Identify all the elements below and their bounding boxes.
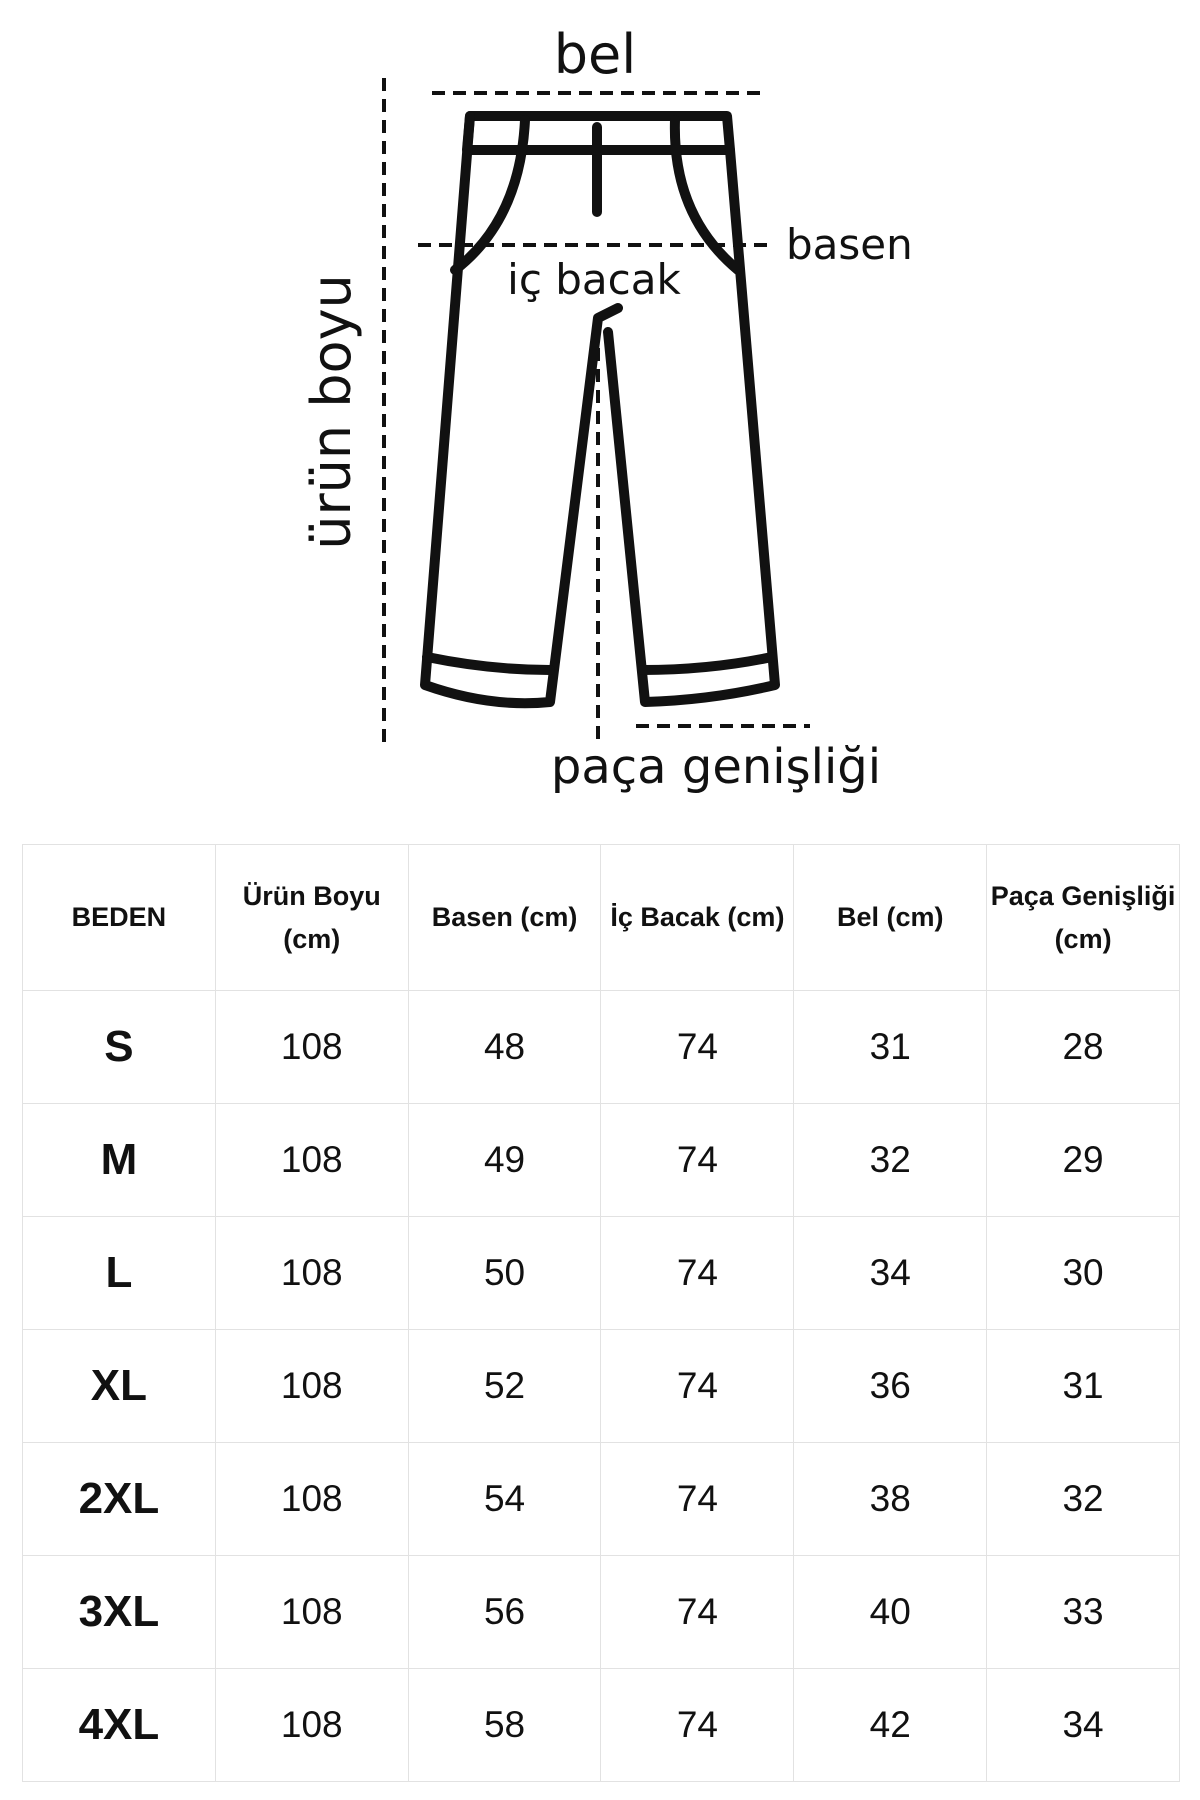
cell-hip: 56 xyxy=(408,1556,601,1669)
cell-hip: 58 xyxy=(408,1669,601,1782)
table-row xyxy=(23,1104,1180,1217)
table-row xyxy=(23,1443,1180,1556)
cell-hem-width: 28 xyxy=(987,991,1180,1104)
label-inseam: iç bacak xyxy=(507,255,681,304)
cell-inseam: 74 xyxy=(601,1556,794,1669)
header-size: BEDEN xyxy=(23,845,216,991)
label-waist: bel xyxy=(553,23,637,86)
header-hip: Basen (cm) xyxy=(408,845,601,991)
size-chart-table xyxy=(22,844,1180,1782)
table-row xyxy=(23,1217,1180,1330)
header-length: Ürün Boyu (cm) xyxy=(215,845,408,991)
cell-hip: 50 xyxy=(408,1217,601,1330)
cell-hem-width: 34 xyxy=(987,1669,1180,1782)
cell-length: 108 xyxy=(215,1443,408,1556)
cell-hem-width: 32 xyxy=(987,1443,1180,1556)
cell-waist: 38 xyxy=(794,1443,987,1556)
table-row xyxy=(23,1669,1180,1782)
header-inseam: İç Bacak (cm) xyxy=(601,845,794,991)
pants-illustration xyxy=(425,116,775,703)
cell-size: M xyxy=(23,1104,216,1217)
table-header-row xyxy=(23,845,1180,991)
cell-size: L xyxy=(23,1217,216,1330)
cell-size: S xyxy=(23,991,216,1104)
cell-waist: 32 xyxy=(794,1104,987,1217)
cell-hip: 54 xyxy=(408,1443,601,1556)
cell-hem-width: 29 xyxy=(987,1104,1180,1217)
cell-hem-width: 33 xyxy=(987,1556,1180,1669)
cell-length: 108 xyxy=(215,1669,408,1782)
cell-waist: 40 xyxy=(794,1556,987,1669)
cell-size: XL xyxy=(23,1330,216,1443)
cell-hip: 49 xyxy=(408,1104,601,1217)
table-row xyxy=(23,991,1180,1104)
cell-waist: 34 xyxy=(794,1217,987,1330)
cell-hem-width: 30 xyxy=(987,1217,1180,1330)
cell-length: 108 xyxy=(215,1330,408,1443)
label-hip: basen xyxy=(786,220,913,269)
label-hem-width: paça genişliği xyxy=(550,739,882,795)
header-waist: Bel (cm) xyxy=(794,845,987,991)
cell-inseam: 74 xyxy=(601,1104,794,1217)
cell-waist: 31 xyxy=(794,991,987,1104)
cell-inseam: 74 xyxy=(601,1217,794,1330)
cell-length: 108 xyxy=(215,991,408,1104)
cell-size: 3XL xyxy=(23,1556,216,1669)
label-length: ürün boyu xyxy=(300,274,363,550)
pants-measurement-diagram xyxy=(0,0,1200,820)
cell-hem-width: 31 xyxy=(987,1330,1180,1443)
cell-inseam: 74 xyxy=(601,1669,794,1782)
cell-waist: 42 xyxy=(794,1669,987,1782)
cell-length: 108 xyxy=(215,1556,408,1669)
cell-inseam: 74 xyxy=(601,1330,794,1443)
cell-waist: 36 xyxy=(794,1330,987,1443)
cell-hip: 52 xyxy=(408,1330,601,1443)
cell-inseam: 74 xyxy=(601,991,794,1104)
header-hem-width: Paça Genişliği (cm) xyxy=(987,845,1180,991)
cell-size: 2XL xyxy=(23,1443,216,1556)
cell-size: 4XL xyxy=(23,1669,216,1782)
table-row xyxy=(23,1556,1180,1669)
cell-inseam: 74 xyxy=(601,1443,794,1556)
cell-hip: 48 xyxy=(408,991,601,1104)
table-row xyxy=(23,1330,1180,1443)
cell-length: 108 xyxy=(215,1217,408,1330)
cell-length: 108 xyxy=(215,1104,408,1217)
